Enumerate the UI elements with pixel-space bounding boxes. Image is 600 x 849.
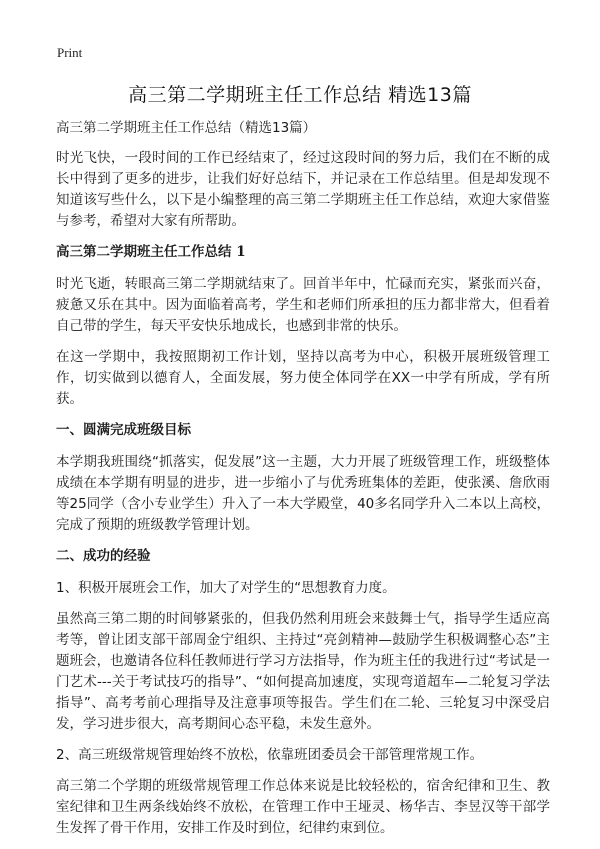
- part2-item-1-detail: 虽然高三第二期的时间够紧张的，但我仍然利用班会来鼓舞士气，指导学生适应高考等，曾让团支部干部周金宁组织、主持过“亮剑精神—鼓励学生积极调整心态”主题班会，也邀请各位科任教师进行学习方法指导，作为班主任的我进行过“考试是一门艺术---关于考试技巧的指导”、“如何提高加速度，实现弯道超车—二轮复习学法指导”、高考考前心理指导及注意事项等报告。学生们在二轮、三轮复习中深受启发，学习进步很大，高考期间心态平稳，未发生意外。: [56, 611, 550, 732]
- part1-paragraph: 本学期我班围绕“抓落实，促发展”这一主题，大力开展了班级管理工作，班级整体成绩在本学期有明显的进步，进一步缩小了与优秀班集体的差距，使张溪、詹欣雨等25同学（含小专业学生）升入了一本大学殿堂，40多名同学升入二本以上高校，完成了预期的班级教学管理计划。: [56, 454, 550, 533]
- part2-item-1: 1、积极开展班会工作，加大了对学生的“思想教育力度。: [56, 580, 396, 596]
- part2-item-2-detail: 高三第二个学期的班级常规管理工作总体来说是比较轻松的，宿舍纪律和卫生、教室纪律和卫生两条线始终不放松，在管理工作中王垭灵、杨华吉、李昱汉等干部学生发挥了骨干作用，安排工作及时到位，纪律约束到位。: [56, 778, 550, 836]
- part2-heading: 二、成功的经验: [56, 548, 151, 564]
- page-title: 高三第二学期班主任工作总结 精选13篇: [128, 84, 472, 106]
- section1-paragraph-2: 在这一学期中，我按照期初工作计划，坚持以高考为中心，积极开展班级管理工作，切实做到以德育人，全面发展，努力使全体同学在XX一中学有所成，学有所获。: [56, 349, 550, 407]
- document-subtitle: 高三第二学期班主任工作总结（精选13篇）: [56, 120, 317, 136]
- document-body: [56, 118, 550, 849]
- part1-heading: 一、圆满完成班级目标: [56, 422, 191, 438]
- part2-item-2: 2、高三班级常规管理始终不放松，依靠班团委员会干部管理常规工作。: [56, 747, 484, 763]
- section-heading-1: 高三第二学期班主任工作总结 1: [56, 244, 246, 260]
- print-link[interactable]: Print: [57, 45, 83, 60]
- section1-paragraph-1: 时光飞逝，转眼高三第二学期就结束了。回首半年中，忙碌而充实，紧张而兴奋，疲惫又乐在其中。因为面临着高考，学生和老师们所承担的压力都非常大，但看着自己带的学生，每天平安快乐地成长，也感到非常的快乐。: [56, 276, 550, 334]
- intro-paragraph: 时光飞快，一段时间的工作已经结束了，经过这段时间的努力后，我们在不断的成长中得到了更多的进步，让我们好好总结下，并记录在工作总结里。但是却发现不知道该写些什么，以下是小编整理的高三第二学期班主任工作总结，欢迎大家借鉴与参考，希望对大家有所帮助。: [56, 150, 550, 229]
